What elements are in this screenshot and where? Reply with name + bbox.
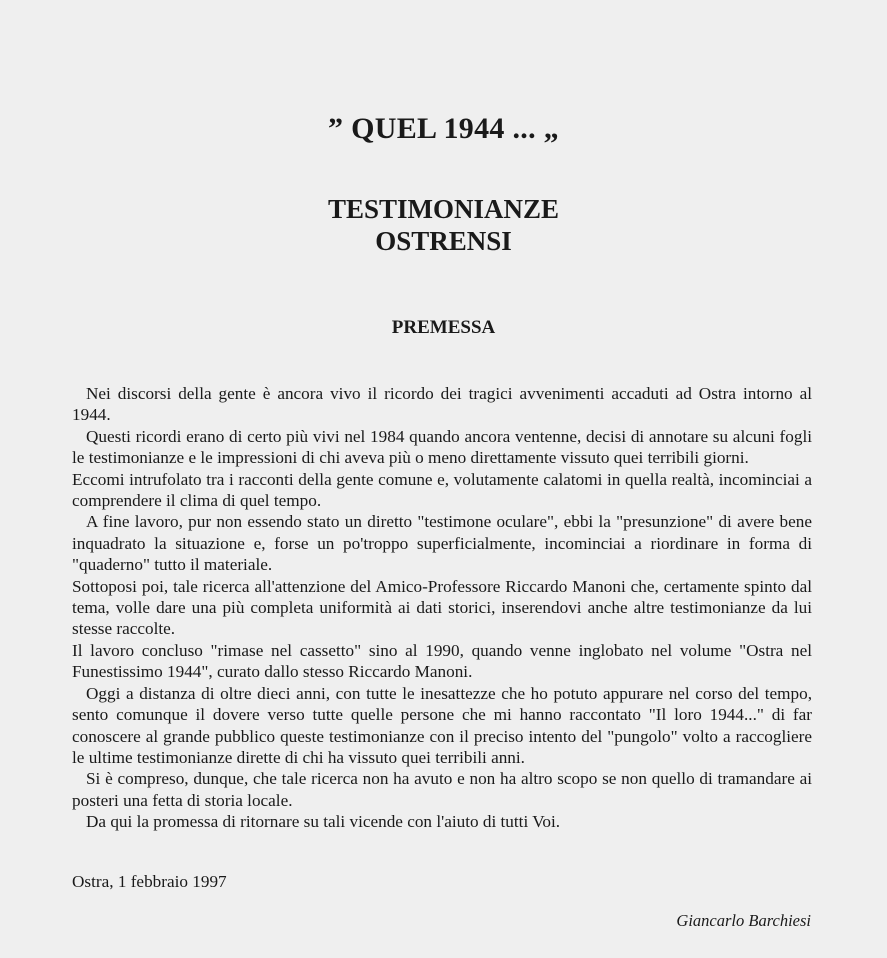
paragraph: Oggi a distanza di oltre dieci anni, con tutte le inesattezze che ho potuto appurare nel corso del tempo, sento comunque il dovere verso tutte quelle persone che mi hanno raccontato "Il loro 1944..." di far conoscere al grande pubblico queste testimonianze con il preciso intento del "pungolo" volto a raccogliere le ultime testimonianze dirette di chi ha vissuto quei terribili anni. <box>72 683 812 767</box>
paragraph: Questi ricordi erano di certo più vivi nel 1984 quando ancora ventenne, decisi di annotare su alcuni fogli le testimonianze e le impressioni di chi aveva più o meno direttamente vissuto quei terribili giorni. <box>72 426 812 468</box>
paragraph: Nei discorsi della gente è ancora vivo il ricordo dei tragici avvenimenti accaduti ad Ostra intorno al 1944. <box>72 384 812 425</box>
paragraph: Sottoposi poi, tale ricerca all'attenzione del Amico-Professore Riccardo Manoni che, certamente spinto dal tema, volle dare una più completa uniformità ai dati storici, inserendovi anche altre testimonianze da lui stesse raccolte. <box>72 576 812 639</box>
paragraph: Da qui la promessa di ritornare su tali vicende con l'aiuto di tutti Voi. <box>86 812 561 832</box>
document-title <box>0 112 887 146</box>
subtitle-line-1: TESTIMONIANZE <box>327 194 560 224</box>
place-date: Ostra, 1 febbraio 1997 <box>72 872 227 891</box>
title-close-quote: „ <box>543 112 559 145</box>
document-subtitle <box>0 193 887 257</box>
section-heading: PREMESSA <box>391 317 496 338</box>
paragraph: Il lavoro concluso "rimase nel cassetto" sino al 1990, quando venne inglobato nel volume "Ostra nel Funestissimo 1944", curato dallo stesso Riccardo Manoni. <box>72 640 812 682</box>
document-body <box>72 383 812 833</box>
subtitle-line-2: OSTRENSI <box>375 226 512 256</box>
paragraph: A fine lavoro, pur non essendo stato un diretto "testimone oculare", ebbi la "presunzione" di avere bene inquadrato la situazione e, forse un po'troppo superficialmente, incominciai a riordinare in forma di "quaderno" tutto il materiale. <box>72 512 812 575</box>
paragraph: Eccomi intrufolato tra i racconti della gente comune e, volutamente calatomi in quella realtà, incominciai a comprendere il clima di quel tempo. <box>72 469 812 511</box>
title-open-quote: ” <box>327 112 344 145</box>
author-signature: Giancarlo Barchiesi <box>676 911 811 930</box>
paragraph: Si è compreso, dunque, che tale ricerca non ha avuto e non ha altro scopo se non quello di tramandare ai posteri una fetta di storia locale. <box>72 769 812 810</box>
title-text: QUEL 1944 ... <box>351 112 536 145</box>
